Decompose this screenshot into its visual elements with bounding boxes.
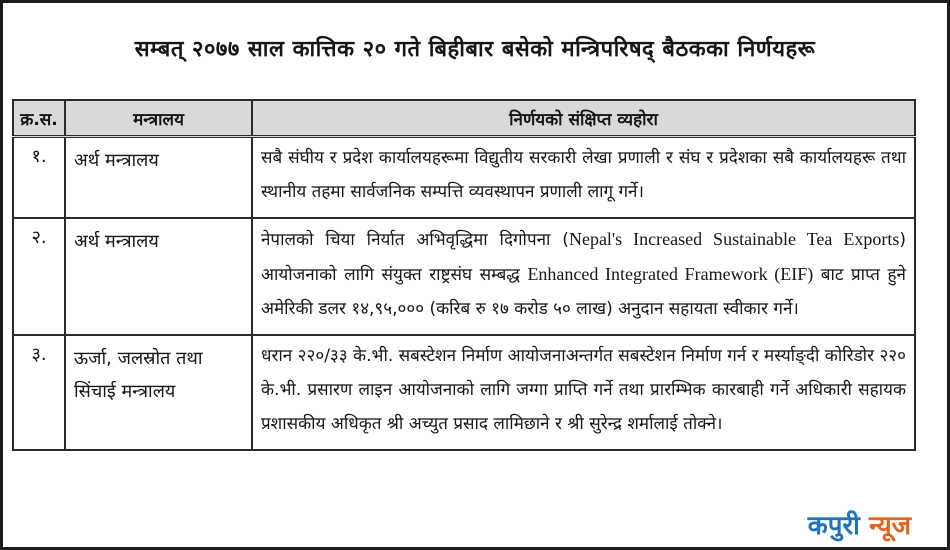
table-header-row: [13, 100, 915, 137]
decisions-table: [12, 99, 916, 451]
summary-english-text: Enhanced Integrated Framework (EIF): [527, 264, 814, 284]
news-logo-watermark: [804, 509, 915, 543]
table-row: [13, 218, 915, 335]
header-ministry: मन्त्रालय: [65, 100, 252, 137]
header-serial-number: क्र.स.: [13, 100, 65, 137]
logo-text-part-1: कपुरी: [807, 511, 860, 541]
row-ministry: अर्थ मन्त्रालय: [65, 218, 252, 335]
row-ministry: ऊर्जा, जलस्रोत तथा सिंचाई मन्त्रालय: [65, 335, 252, 450]
row-decision-summary: [252, 218, 915, 335]
row-ministry: अर्थ मन्त्रालय: [65, 137, 252, 219]
row-serial-number: १.: [13, 137, 65, 219]
header-decision-summary: निर्णयको संक्षिप्त व्यहोरा: [252, 100, 915, 137]
row-serial-number: २.: [13, 218, 65, 335]
summary-text: नेपालको चिया निर्यात अभिवृद्धिमा दिगोपना (: [261, 230, 569, 250]
logo-text-part-2: न्यूज: [859, 511, 911, 541]
table-row: [13, 335, 915, 450]
row-decision-summary: धरान २२०/३३ के.भी. सबस्टेशन निर्माण आयोजनाअन्तर्गत सबस्टेशन निर्माण गर्न र मर्स्याङ्दी कोरिडोर २२० के.भी. प्रसारण लाइन आयोजनाको लागि जग्गा प्राप्ति गर्ने तथा प्रारम्भिक कारबाही गर्ने अधिकारी सहायक प्रशासकीय अधिकृत श्री अच्युत प्रसाद लामिछाने र श्री सुरेन्द्र शर्मालाई तोक्ने।: [252, 335, 915, 450]
row-serial-number: ३.: [13, 335, 65, 450]
summary-text: बाट प्राप्त हुने अमेरिकी डलर १४,९५,००० (करिब रु १७ करोड ५० लाख) अनुदान सहायता स्वीकार गर्ने।: [261, 265, 906, 319]
document-title: सम्बत् २०७७ साल कात्तिक २० गते बिहीबार बसेको मन्त्रिपरिषद् बैठकका निर्णयहरू: [134, 37, 816, 62]
summary-text: ) आयोजनाको लागि संयुक्त राष्ट्रसंघ सम्बद्ध: [261, 230, 906, 285]
summary-english-text: Nepal's Increased Sustainable Tea Exports: [568, 229, 900, 249]
table-row: [13, 137, 915, 219]
row-decision-summary: सबै संघीय र प्रदेश कार्यालयहरूमा विद्युतीय सरकारी लेखा प्रणाली र संघ र प्रदेशका सबै कार्यालयहरू तथा स्थानीय तहमा सार्वजनिक सम्पत्ति व्यवस्थापन प्रणाली लागू गर्ने।: [252, 137, 915, 219]
